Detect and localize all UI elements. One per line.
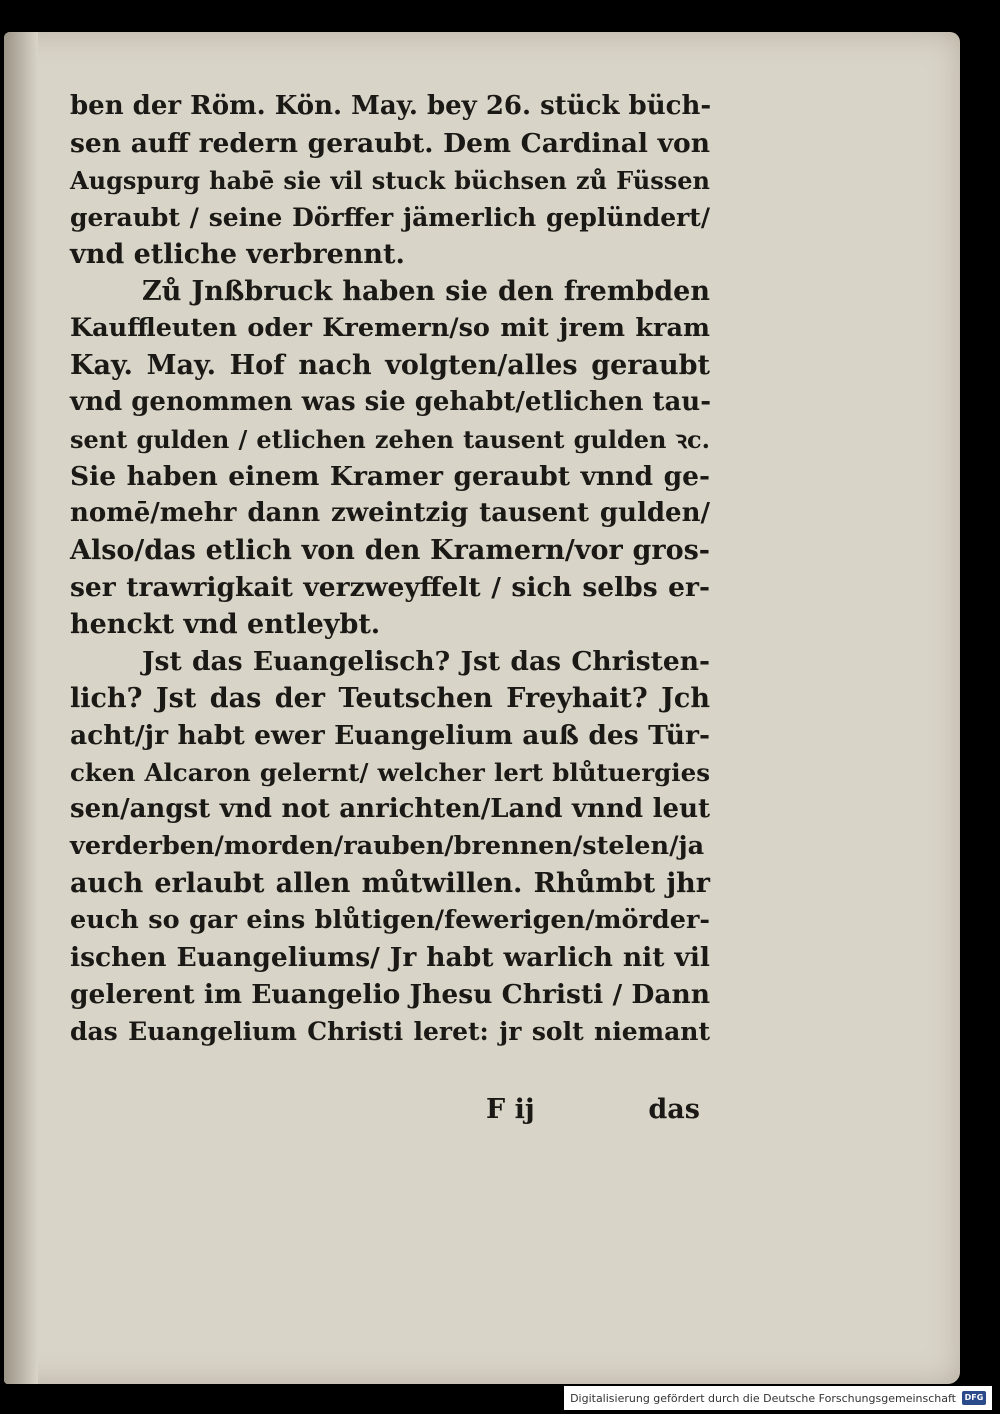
text-line-21: verderben/morden/rauben/brennen/stelen/ja: [70, 831, 705, 861]
funding-credit-text: Digitalisierung gefördert durch die Deutsche Forschungsgemeinschaft: [570, 1391, 956, 1405]
text-line-26: das Euangelium Christi leret: jr solt niemant: [70, 1017, 710, 1046]
text-line-8: Kay. May. Hof nach volgten/alles geraubt: [70, 350, 710, 381]
body-text: [70, 88, 710, 1050]
text-line-4: geraubt / seine Dörffer jämerlich geplündert/: [70, 203, 710, 232]
dfg-logo: DFG: [962, 1391, 986, 1405]
text-line-17: lich? Jst das der Teutschen Freyhait? Jch: [70, 683, 710, 714]
text-line-10: sent gulden / etlichen zehen tausent gulden ꝛc.: [70, 425, 710, 454]
text-line-24: ischen Euangeliums/ Jr habt warlich nit vil: [70, 942, 710, 973]
page-gutter-shadow: [4, 32, 38, 1384]
catchword: das: [648, 1094, 700, 1125]
text-line-3: Augspurg habē sie vil stuck büchsen zů Füssen: [70, 166, 710, 195]
text-line-13: Also/das etlich von den Kramern/vor gros-: [70, 535, 710, 566]
text-line-1: ben der Röm. Kön. May. bey 26. stück büch-: [70, 91, 712, 121]
text-line-18: acht/jr habt ewer Euangelium auß des Tür-: [70, 720, 710, 751]
text-line-11: Sie haben einem Kramer geraubt vnnd ge-: [70, 461, 710, 492]
text-line-22: auch erlaubt allen můtwillen. Rhůmbt jhr: [70, 868, 710, 899]
text-line-15: henckt vnd entleybt.: [70, 609, 381, 640]
text-line-19: cken Alcaron gelernt/ welcher lert blůtuergies: [70, 758, 710, 787]
text-line-5: vnd etliche verbrennt.: [70, 239, 405, 270]
text-line-16: Jst das Euangelisch? Jst das Christen-: [142, 646, 710, 677]
signature-mark: F ij: [486, 1094, 535, 1125]
text-line-2: sen auff redern geraubt. Dem Cardinal von: [70, 128, 710, 159]
text-line-23: euch so gar eins blůtigen/fewerigen/mörder-: [70, 905, 710, 935]
page-foot-line: [470, 1094, 710, 1134]
text-line-7: Kauffleuten oder Kremern/so mit jrem kram: [70, 313, 710, 343]
text-line-25: gelerent im Euangelio Jhesu Christi / Dann: [70, 979, 711, 1010]
text-line-20: sen/angst vnd not anrichten/Land vnnd leut: [70, 794, 710, 824]
text-line-12: nomē/mehr dann zweintzig tausent gulden/: [70, 498, 710, 528]
digitization-credit: [564, 1386, 992, 1410]
text-line-14: ser trawrigkait verzweyffelt / sich selbs er-: [70, 572, 710, 603]
text-line-9: vnd genommen was sie gehabt/etlichen tau-: [70, 387, 711, 417]
text-line-6: Zů Jnßbruck haben sie den frembden: [142, 276, 710, 307]
